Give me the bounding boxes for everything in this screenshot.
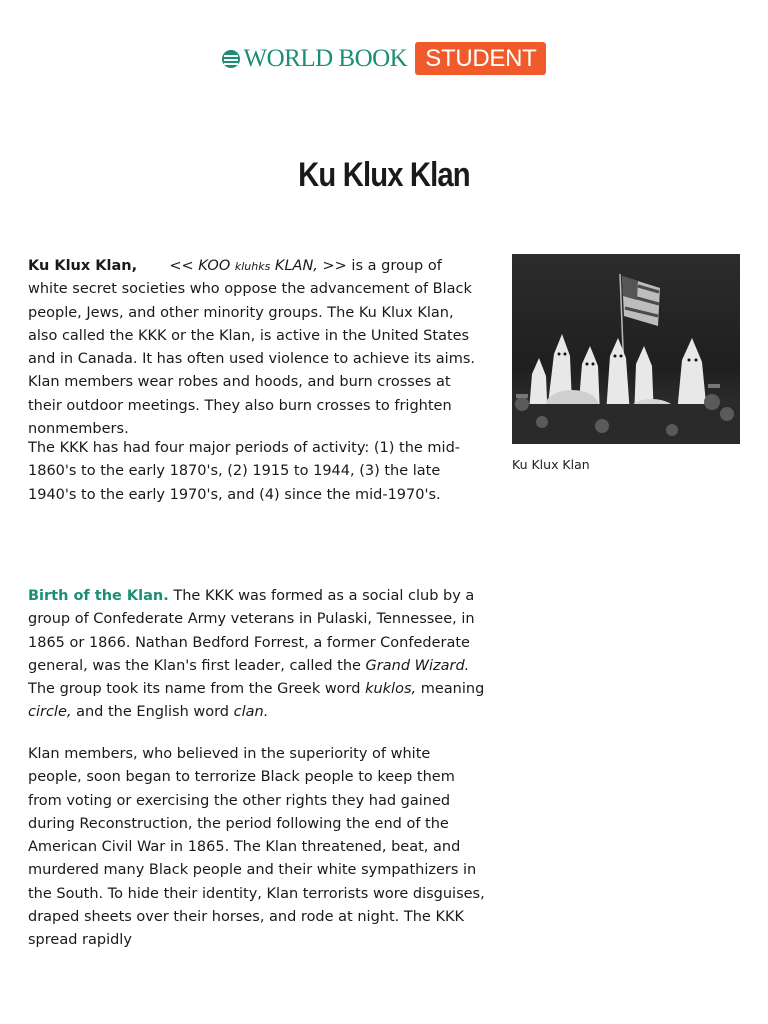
pronunciation: << KOO kluhks KLAN, >> <box>169 258 347 274</box>
intro-paragraph <box>28 255 486 441</box>
section-heading-birth: Birth of the Klan. <box>28 588 169 604</box>
entry-term: Ku Klux Klan, <box>28 258 138 274</box>
photo-illustration <box>512 254 740 444</box>
periods-paragraph: The KKK has had four major periods of activity: (1) the mid-1860's to the early 1870's, (2) 1915 to 1944, (3) the late 1940's to the early 1970's, and (4) since the mid-1970's. <box>28 440 461 503</box>
reconstruction-paragraph: Klan members, who believed in the superiority of white people, soon began to terrorize Black people to keep them from voting or exercising the other rights they had gained during Reconstruction, the period following the end of the American Civil War in 1865. The Klan threatened, beat, and murdered many Black people and their white sympathizers in the South. To hide their identity, Klan terrorists wore disguises, draped sheets over their horses, and rode at night. The KKK spread rapidly <box>28 746 485 949</box>
world-book-student-logo[interactable] <box>222 42 547 75</box>
globe-icon <box>222 50 240 68</box>
student-badge: STUDENT <box>415 42 546 75</box>
photo-caption: Ku Klux Klan <box>512 457 590 472</box>
klan-photo[interactable] <box>512 254 740 444</box>
birth-paragraph: Birth of the Klan. The KKK was formed as a social club by a group of Confederate Army veterans in Pulaski, Tennessee, in 1865 or 1866. Nathan Bedford Forrest, a former Confederate general, was the Klan's first leader, called the Grand Wizard. The group took its name from the Greek word kuklos, meaning circle, and the English word clan. <box>28 588 485 721</box>
brand-name: WORLD BOOK <box>243 45 408 72</box>
header <box>0 42 768 75</box>
page-title: Ku Klux Klan <box>298 156 470 194</box>
intro-text: is a group of white secret societies who oppose the advancement of Black people, Jews, and other minority groups. The Ku Klux Klan, also called the KKK or the Klan, is active in the United States and in Canada. It has often used violence to achieve its aims. Klan members wear robes and hoods, and burn crosses at their outdoor meetings. They also burn crosses to frighten nonmembers. <box>28 258 476 438</box>
